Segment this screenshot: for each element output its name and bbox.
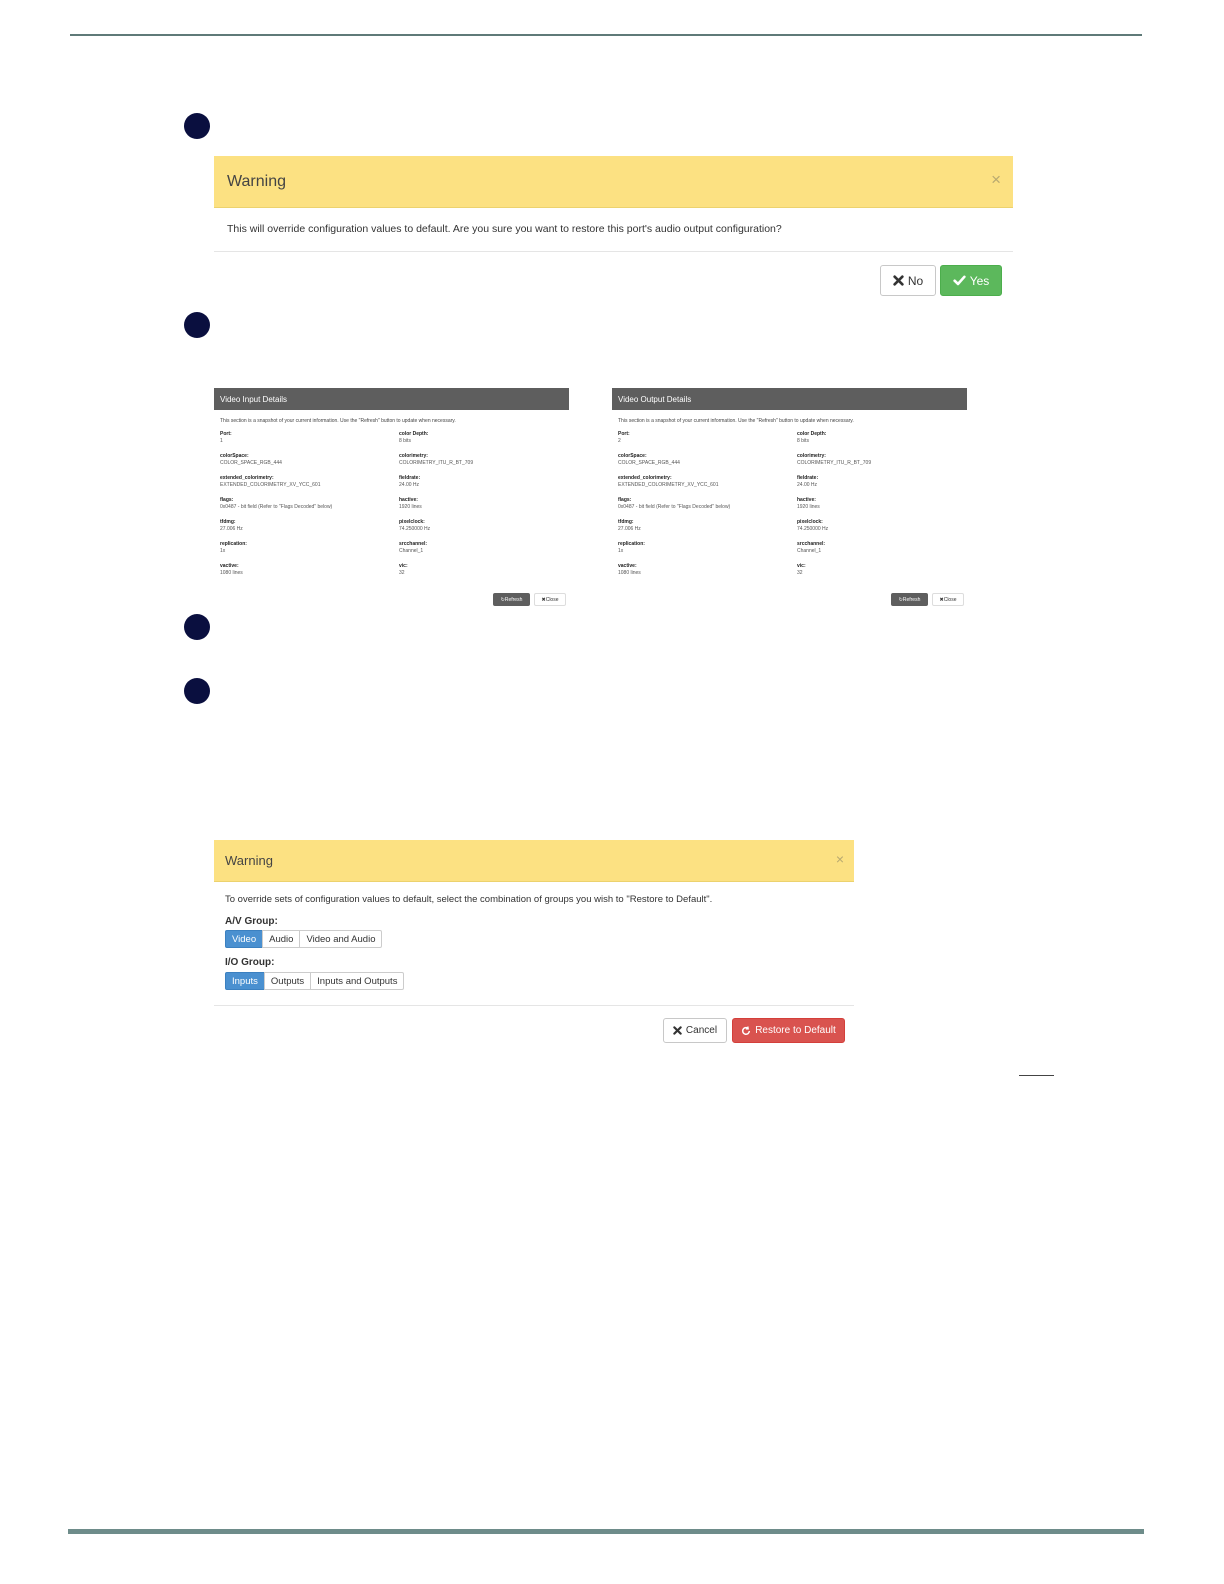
field: hactive: 1920 lines	[797, 497, 820, 510]
field: vic: 32	[797, 563, 806, 576]
warning-title: Warning	[227, 172, 286, 190]
panel-title: Video Output Details	[612, 388, 967, 410]
video-output-details-panel	[612, 388, 967, 608]
close-icon[interactable]: ×	[991, 169, 1001, 189]
io-option-inputs-and-outputs[interactable]: Inputs and Outputs	[310, 972, 404, 990]
field: pixelclock: 74.250000 Hz	[797, 519, 829, 532]
field: flags: 0x0487 - bit field (Refer to "Flags Decoded" below)	[220, 497, 333, 510]
refresh-button[interactable]	[493, 593, 530, 606]
field: srcchannel: Channel_1	[797, 541, 826, 554]
field: fieldrate: 24.00 Hz	[399, 475, 421, 488]
no-button-label: No	[907, 273, 924, 288]
field: color Depth: 8 bits	[797, 431, 827, 444]
warning-dialog-audio	[214, 156, 1013, 301]
video-input-details-panel	[214, 388, 569, 608]
field: colorSpace: COLOR_SPACE_RGB_444	[618, 453, 680, 466]
restore-to-default-button[interactable]	[732, 1018, 845, 1043]
close-button[interactable]	[534, 593, 566, 606]
refresh-icon: ↻	[898, 596, 903, 603]
header-rule	[70, 34, 1142, 36]
field: srcchannel: Channel_1	[399, 541, 428, 554]
av-option-video[interactable]: Video	[225, 930, 263, 948]
link-underline	[1019, 1075, 1054, 1076]
close-label: Close	[545, 596, 559, 603]
field: vic: 32	[399, 563, 408, 576]
refresh-button[interactable]	[891, 593, 928, 606]
field: tfdmg: 27.006 Hz	[618, 519, 641, 532]
field: Port: 1	[220, 431, 232, 444]
av-group-label: A/V Group:	[225, 916, 278, 927]
io-option-inputs[interactable]: Inputs	[225, 972, 265, 990]
warning-message: To override sets of configuration values to default, select the combination of groups you wish to "Restore to Default".	[225, 894, 713, 905]
av-option-audio[interactable]: Audio	[262, 930, 300, 948]
field: Port: 2	[618, 431, 630, 444]
cancel-button-label: Cancel	[685, 1025, 718, 1036]
refresh-icon: ↻	[500, 596, 505, 603]
footer-rule	[68, 1529, 1144, 1534]
warning-dialog-restore	[214, 840, 854, 1052]
field: flags: 0x0487 - bit field (Refer to "Flags Decoded" below)	[618, 497, 731, 510]
refresh-label: Refresh	[902, 596, 921, 603]
field: colorimetry: COLORIMETRY_ITU_R_BT_709	[399, 453, 474, 466]
yes-button-label: Yes	[969, 273, 990, 288]
panel-title: Video Input Details	[214, 388, 569, 410]
yes-button[interactable]	[940, 265, 1002, 296]
times-icon	[673, 1026, 682, 1035]
panel-note: This section is a snapshot of your current information. Use the "Refresh" button to update when necessary.	[618, 418, 854, 424]
step-bullet-3	[184, 614, 210, 640]
refresh-label: Refresh	[504, 596, 523, 603]
field: replication: 1x	[618, 541, 645, 554]
restore-button-label: Restore to Default	[755, 1025, 836, 1036]
field: hactive: 1920 lines	[399, 497, 422, 510]
step-bullet-4	[184, 678, 210, 704]
cancel-button[interactable]	[663, 1018, 727, 1043]
warning-header	[214, 156, 1013, 208]
av-group-selector	[225, 930, 382, 948]
field: colorSpace: COLOR_SPACE_RGB_444	[220, 453, 282, 466]
close-icon[interactable]: ×	[835, 851, 844, 867]
warning-message: This will override configuration values to default. Are you sure you want to restore this port's audio output configuration?	[227, 223, 782, 235]
field: color Depth: 8 bits	[399, 431, 429, 444]
refresh-icon	[741, 1026, 751, 1036]
field: extended_colorimetry: EXTENDED_COLORIMETRY_XV_YCC_601	[220, 475, 321, 488]
field: pixelclock: 74.250000 Hz	[399, 519, 431, 532]
check-icon	[953, 275, 966, 286]
times-icon: ✖	[541, 596, 546, 603]
av-option-video-and-audio[interactable]: Video and Audio	[299, 930, 382, 948]
step-bullet-1	[184, 113, 210, 139]
step-bullet-2	[184, 312, 210, 338]
field: vactive: 1080 lines	[618, 563, 641, 576]
panel-note: This section is a snapshot of your current information. Use the "Refresh" button to update when necessary.	[220, 418, 456, 424]
dialog-divider	[214, 251, 1013, 252]
field: fieldrate: 24.00 Hz	[797, 475, 819, 488]
field: replication: 1x	[220, 541, 247, 554]
close-button[interactable]	[932, 593, 964, 606]
field: colorimetry: COLORIMETRY_ITU_R_BT_709	[797, 453, 872, 466]
warning-header	[214, 840, 854, 882]
times-icon	[893, 275, 904, 286]
times-icon: ✖	[939, 596, 944, 603]
field: tfdmg: 27.006 Hz	[220, 519, 243, 532]
io-group-label: I/O Group:	[225, 957, 275, 968]
io-group-selector	[225, 972, 404, 990]
dialog-divider	[214, 1005, 854, 1006]
warning-title: Warning	[225, 853, 273, 868]
io-option-outputs[interactable]: Outputs	[264, 972, 311, 990]
no-button[interactable]	[880, 265, 936, 296]
field: vactive: 1080 lines	[220, 563, 243, 576]
field: extended_colorimetry: EXTENDED_COLORIMETRY_XV_YCC_601	[618, 475, 719, 488]
close-label: Close	[943, 596, 957, 603]
